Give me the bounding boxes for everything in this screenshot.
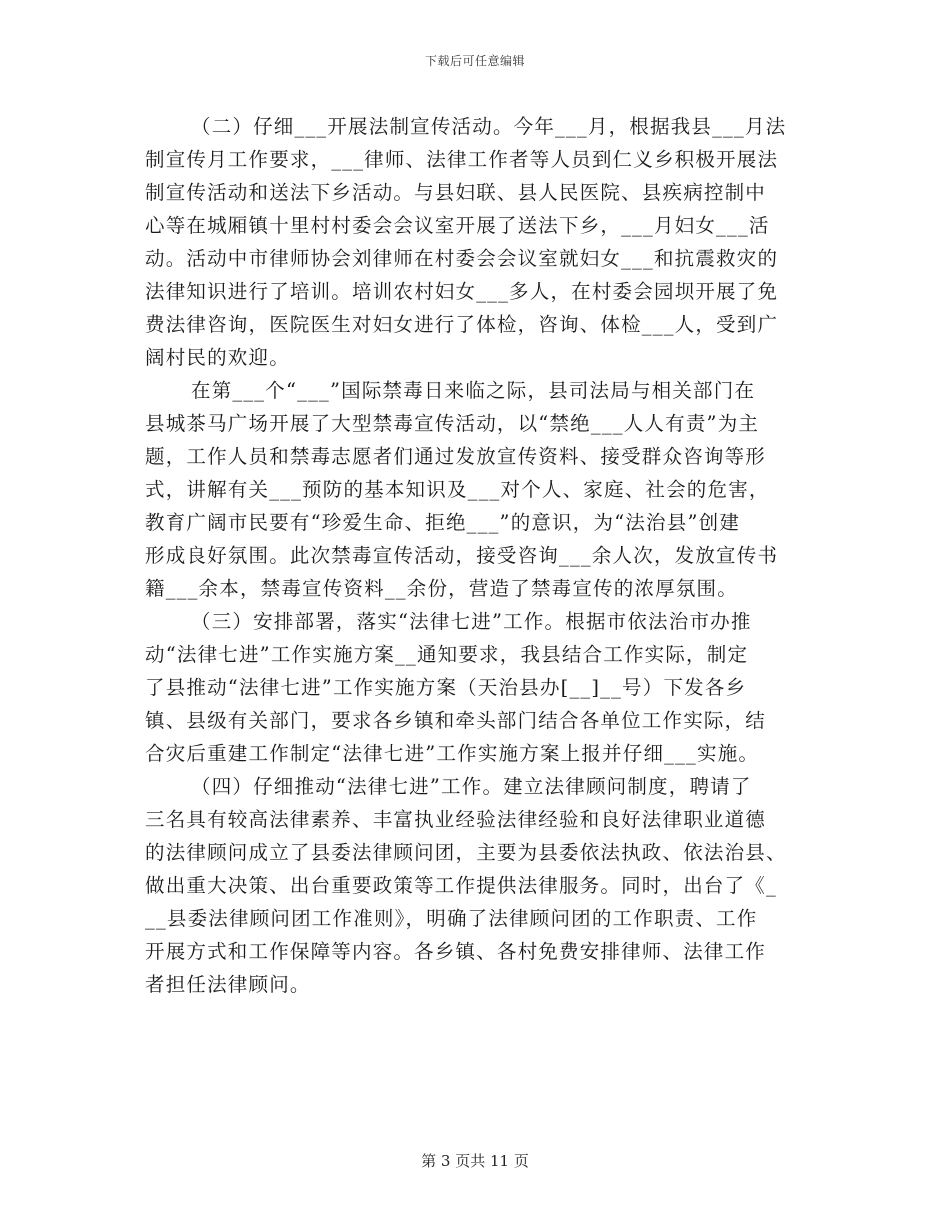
text-line: （二）仔细___开展法制宣传活动。今年___月，根据我县___月法 [191, 115, 787, 138]
text-line: 制宣传月工作要求，___律师、法律工作者等人员到仁义乡积极开展法 [145, 148, 779, 171]
document-body [145, 110, 805, 1001]
page-number: 第 3 页共 11 页 [421, 1152, 529, 1170]
text-line: 镇、县级有关部门，要求各乡镇和牵头部门结合各单位工作实际，结 [145, 709, 767, 732]
text-line: 三名具有较高法律素养、丰富执业经验法律经验和良好法律职业道德 [145, 808, 767, 831]
text-line: 制宣传活动和送法下乡活动。与县妇联、县人民医院、县疾病控制中 [145, 181, 767, 204]
text-line: 阔村民的欢迎。 [145, 346, 290, 369]
text-line: 法律知识进行了培训。培训农村妇女___多人，在村委会园坝开展了免 [145, 280, 779, 303]
text-line: 在第___个“___”国际禁毒日来临之际，县司法局与相关部门在 [191, 379, 756, 402]
text-line: 形成良好氛围。此次禁毒宣传活动，接受咨询___余人次，发放宣传书 [145, 544, 779, 567]
text-line: （三）安排部署，落实“法律七进”工作。根据市依法治市办推 [191, 610, 752, 633]
text-line: 教育广阔市民要有“珍爱生命、拒绝___”的意识，为“法治县”创建 [145, 511, 741, 534]
text-line: 开展方式和工作保障等内容。各乡镇、各村免费安排律师、法律工作 [145, 940, 767, 963]
text-line: 题，工作人员和禁毒志愿者们通过发放宣传资料、接受群众咨询等形 [145, 445, 767, 468]
text-line: 动“法律七进”工作实施方案__通知要求，我县结合工作实际，制定 [145, 643, 749, 666]
paragraph-3 [145, 605, 805, 770]
text-line: 合灾后重建工作制定“法律七进”工作实施方案上报并仔细___实施。 [145, 742, 760, 765]
paragraph-anti-drug [145, 374, 805, 605]
text-line: 县城茶马广场开展了大型禁毒宣传活动，以“禁绝___人人有责”为主 [145, 412, 760, 435]
page-header: 下载后可任意编辑 [424, 54, 525, 68]
text-line: __县委法律顾问团工作准则》，明确了法律顾问团的工作职责、工作 [145, 907, 758, 930]
text-line: 心等在城厢镇十里村村委会会议室开展了送法下乡，___月妇女___活 [145, 214, 770, 237]
text-line: （四）仔细推动“法律七进”工作。建立法律顾问制度，聘请了 [191, 775, 752, 798]
text-line: 费法律咨询，医院医生对妇女进行了体检，咨询、体检___人，受到广 [145, 313, 779, 336]
paragraph-4 [145, 770, 805, 1001]
text-line: 者担任法律顾问。 [145, 973, 311, 996]
text-line: 式，讲解有关___预防的基本知识及___对个人、家庭、社会的危害， [145, 478, 770, 501]
text-line: 的法律顾问成立了县委法律顾问团，主要为县委依法执政、依法治县、 [145, 841, 787, 864]
text-line: 动。活动中市律师协会刘律师在村委会会议室就妇女___和抗震救灾的 [145, 247, 779, 270]
text-line: 籍___余本，禁毒宣传资料__余份，营造了禁毒宣传的浓厚氛围。 [145, 577, 738, 600]
text-line: 了县推动“法律七进”工作实施方案（天治县办[__]__号）下发各乡 [145, 676, 747, 699]
paragraph-2 [145, 110, 805, 374]
text-line: 做出重大决策、出台重要政策等工作提供法律服务。同时，出台了《_ [145, 874, 777, 897]
